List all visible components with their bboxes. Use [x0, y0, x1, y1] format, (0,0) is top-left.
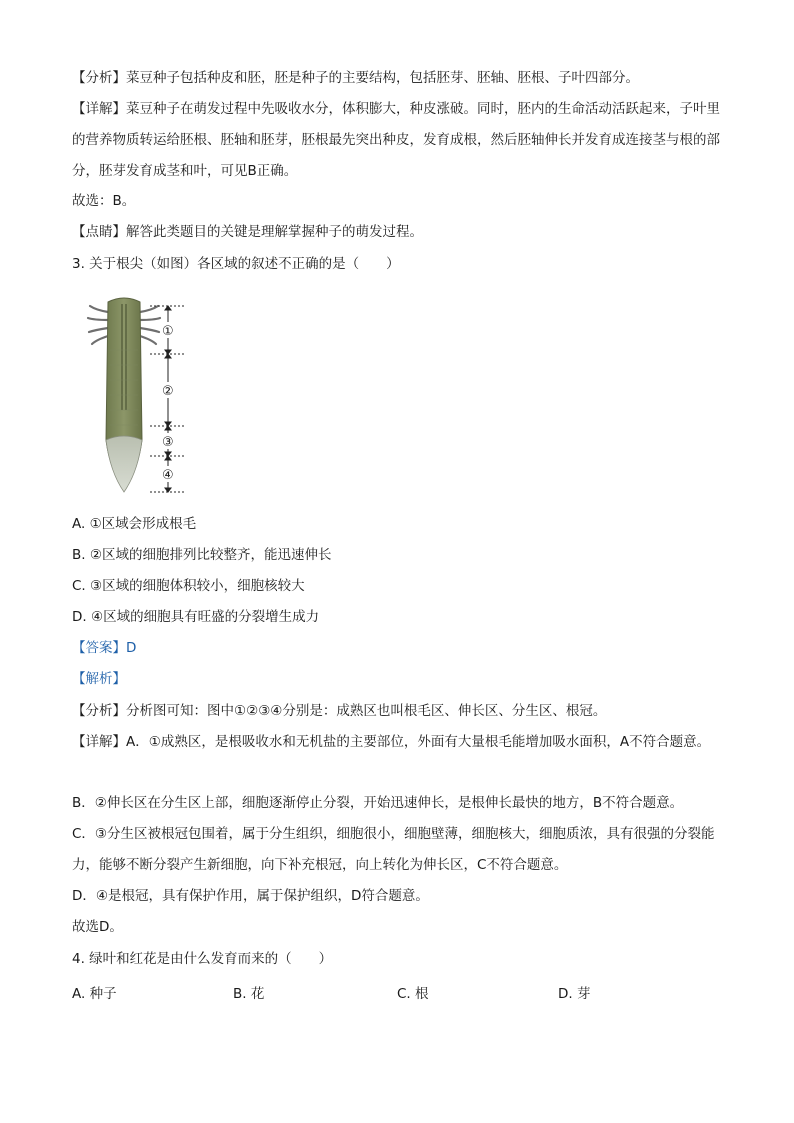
detail-b: B．②伸长区在分生区上部，细胞逐渐停止分裂，开始迅速伸长，是根伸长最快的地方，B不符合题意。	[72, 795, 684, 811]
option-d: D. ④区域的细胞具有旺盛的分裂增生成力	[72, 609, 320, 625]
q4-option-a: A. 种子	[72, 986, 117, 1002]
q4-option-d: D. 芽	[558, 986, 591, 1002]
q4-option-b: B. 花	[233, 986, 265, 1002]
detail-c: C．③分生区被根冠包围着，属于分生组织，细胞很小，细胞壁薄，细胞核大，细胞质浓，具有很强的分裂能力，能够不断分裂产生新细胞，向下补充根冠，向上转化为伸长区，C不符合题意。	[72, 826, 715, 873]
tip-paragraph: 【点睛】解答此类题目的关键是理解掌握种子的萌发过程。	[72, 224, 423, 240]
choice-line-2: 故选D。	[72, 919, 123, 935]
detail-paragraph: 【详解】菜豆种子在萌发过程中先吸收水分，体积膨大，种皮涨破。同时，胚内的生命活动活跃起来，子叶里的营养物质转运给胚根、胚轴和胚芽，胚根最先突出种皮，发育成根，然后胚轴伸长并发育成连接茎与根的部分，胚芽发育成茎和叶，可见B正确。	[72, 101, 720, 179]
analysis-q3: 【分析】分析图可知：图中①②③④分别是：成熟区也叫根毛区、伸长区、分生区、根冠。	[72, 703, 607, 719]
option-a: A. ①区域会形成根毛	[72, 516, 197, 532]
option-b: B. ②区域的细胞排列比较整齐，能迅速伸长	[72, 547, 332, 563]
choice-line: 故选：B。	[72, 193, 136, 209]
region-1-label: ①	[162, 324, 174, 339]
question-3: 3. 关于根尖（如图）各区域的叙述不正确的是（ ）	[72, 256, 400, 272]
detail-d: D．④是根冠，具有保护作用，属于保护组织，D符合题意。	[72, 888, 429, 904]
region-2-label: ②	[162, 384, 174, 399]
detail-a: 【详解】A．①成熟区，是根吸收水和无机盐的主要部位，外面有大量根毛能增加吸水面积，A不符合题意。	[72, 734, 711, 750]
root-tip-figure	[78, 290, 198, 500]
explanation-label: 【解析】	[72, 671, 126, 687]
option-c: C. ③区域的细胞体积较小，细胞核较大	[72, 578, 305, 594]
region-4-label: ④	[162, 468, 174, 483]
region-3-label: ③	[162, 435, 174, 450]
answer-label: 【答案】D	[72, 640, 137, 656]
q4-option-c: C. 根	[397, 986, 429, 1002]
analysis-paragraph: 【分析】菜豆种子包括种皮和胚，胚是种子的主要结构，包括胚芽、胚轴、胚根、子叶四部分。	[72, 70, 639, 86]
root-tip-illustration	[78, 290, 198, 500]
question-4: 4. 绿叶和红花是由什么发育而来的（ ）	[72, 951, 333, 967]
